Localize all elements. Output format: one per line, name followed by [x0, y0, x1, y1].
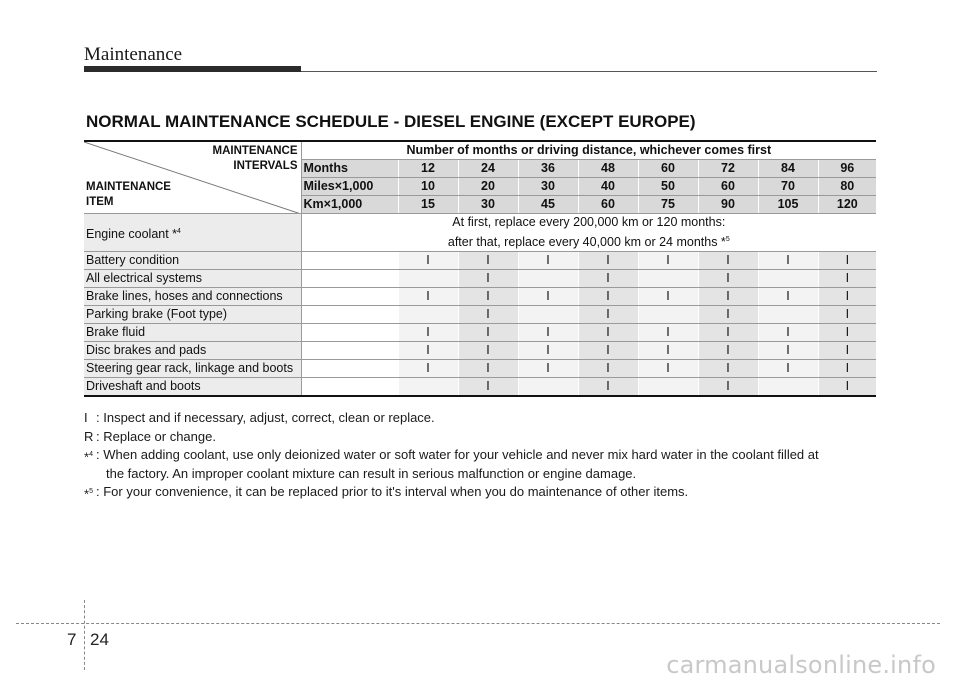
schedule-mark: [398, 270, 458, 288]
interval-value: 36: [518, 160, 578, 178]
interval-value: 40: [578, 178, 638, 196]
schedule-mark: I: [638, 288, 698, 306]
schedule-mark: I: [398, 252, 458, 270]
schedule-mark: I: [398, 288, 458, 306]
item-name: All electrical systems: [84, 270, 301, 288]
interval-value: 45: [518, 196, 578, 214]
schedule-mark: I: [518, 288, 578, 306]
schedule-mark: I: [638, 252, 698, 270]
header-bar: [84, 66, 301, 72]
footer-divider: [84, 600, 85, 670]
interval-value: 60: [578, 196, 638, 214]
interval-value: 60: [698, 178, 758, 196]
schedule-mark: I: [518, 342, 578, 360]
schedule-mark: I: [398, 342, 458, 360]
page-number: 24: [90, 630, 109, 649]
item-name: Battery condition: [84, 252, 301, 270]
table-row: [84, 324, 876, 342]
chapter-number: 7: [67, 630, 77, 649]
schedule-mark: I: [458, 252, 518, 270]
item-name: Disc brakes and pads: [84, 342, 301, 360]
section-title: Maintenance: [84, 44, 183, 65]
item-name: Parking brake (Foot type): [84, 306, 301, 324]
table-row: [84, 270, 876, 288]
maintenance-schedule-table: [84, 140, 876, 397]
legend-note-4: *$^4$ : When adding coolant, use only deionized water or soft water for your vehicle and never mix hard water in the coolant filled at the factory. An improper coolant mixture can result in serious malfunction or engine damage.: [84, 447, 819, 481]
interval-value: 30: [518, 178, 578, 196]
item-spacer-cell: [301, 252, 398, 270]
schedule-mark: I: [758, 324, 818, 342]
schedule-mark: [638, 270, 698, 288]
schedule-mark: [758, 306, 818, 324]
table-row: [84, 360, 876, 378]
schedule-mark: I: [698, 288, 758, 306]
schedule-mark: [398, 378, 458, 397]
schedule-mark: I: [818, 360, 876, 378]
interval-value: 50: [638, 178, 698, 196]
interval-value: 96: [818, 160, 876, 178]
interval-label: Miles×1,000: [301, 178, 398, 196]
item-name: Brake lines, hoses and connections: [84, 288, 301, 306]
item-spacer-cell: [301, 324, 398, 342]
schedule-mark: I: [398, 324, 458, 342]
schedule-mark: I: [578, 306, 638, 324]
schedule-mark: I: [818, 342, 876, 360]
interval-value: 120: [818, 196, 876, 214]
interval-value: 48: [578, 160, 638, 178]
schedule-mark: I: [638, 324, 698, 342]
legend: [84, 409, 884, 504]
schedule-mark: I: [758, 252, 818, 270]
schedule-mark: I: [458, 270, 518, 288]
schedule-mark: I: [698, 360, 758, 378]
schedule-mark: I: [578, 378, 638, 397]
interval-value: 72: [698, 160, 758, 178]
schedule-mark: I: [818, 378, 876, 397]
interval-group-heading: Number of months or driving distance, whichever comes first: [301, 141, 876, 160]
table-row: [84, 252, 876, 270]
item-name: Steering gear rack, linkage and boots: [84, 360, 301, 378]
item-spacer-cell: [301, 270, 398, 288]
schedule-mark: I: [578, 288, 638, 306]
schedule-mark: [638, 306, 698, 324]
schedule-mark: I: [398, 360, 458, 378]
schedule-mark: I: [818, 324, 876, 342]
schedule-mark: I: [578, 270, 638, 288]
schedule-mark: I: [818, 306, 876, 324]
interval-label: Km×1,000: [301, 196, 398, 214]
item-name: Driveshaft and boots: [84, 378, 301, 397]
table-row: [84, 288, 876, 306]
legend-inspect: I : Inspect and if necessary, adjust, correct, clean or replace.: [84, 410, 435, 425]
table-row: [84, 306, 876, 324]
schedule-mark: I: [458, 360, 518, 378]
footer-rule: [16, 623, 940, 624]
interval-value: 30: [458, 196, 518, 214]
interval-value: 10: [398, 178, 458, 196]
schedule-mark: I: [698, 342, 758, 360]
schedule-mark: I: [518, 324, 578, 342]
item-spacer-cell: [301, 378, 398, 397]
schedule-mark: I: [578, 252, 638, 270]
schedule-mark: I: [698, 378, 758, 397]
interval-value: 60: [638, 160, 698, 178]
schedule-mark: I: [458, 378, 518, 397]
schedule-mark: I: [578, 360, 638, 378]
schedule-mark: I: [458, 324, 518, 342]
item-spacer-cell: [301, 306, 398, 324]
item-name: Brake fluid: [84, 324, 301, 342]
table-row: [84, 378, 876, 397]
item-name: Engine coolant *$^4$: [84, 214, 301, 252]
item-spacer-cell: [301, 288, 398, 306]
schedule-mark: [518, 270, 578, 288]
schedule-mark: I: [758, 360, 818, 378]
item-spacer-cell: [301, 342, 398, 360]
item-spacer-cell: [301, 360, 398, 378]
schedule-mark: I: [578, 324, 638, 342]
schedule-mark: I: [818, 270, 876, 288]
schedule-mark: I: [698, 270, 758, 288]
schedule-mark: I: [758, 288, 818, 306]
interval-value: 24: [458, 160, 518, 178]
schedule-mark: I: [698, 324, 758, 342]
schedule-title: NORMAL MAINTENANCE SCHEDULE - DIESEL ENGINE (EXCEPT EUROPE): [86, 112, 696, 131]
schedule-mark: [518, 306, 578, 324]
table-row: [84, 342, 876, 360]
schedule-mark: I: [518, 252, 578, 270]
table-row: [84, 214, 876, 252]
schedule-mark: I: [758, 342, 818, 360]
schedule-mark: I: [458, 288, 518, 306]
schedule-mark: [398, 306, 458, 324]
table-corner-header: [84, 141, 301, 214]
schedule-mark: I: [458, 306, 518, 324]
schedule-mark: [638, 378, 698, 397]
interval-value: 90: [698, 196, 758, 214]
schedule-mark: I: [698, 306, 758, 324]
schedule-mark: I: [818, 288, 876, 306]
interval-value: 80: [818, 178, 876, 196]
schedule-mark: I: [698, 252, 758, 270]
interval-value: 70: [758, 178, 818, 196]
interval-value: 12: [398, 160, 458, 178]
schedule-mark: I: [578, 342, 638, 360]
interval-value: 84: [758, 160, 818, 178]
interval-value: 15: [398, 196, 458, 214]
schedule-mark: [758, 270, 818, 288]
schedule-mark: [758, 378, 818, 397]
interval-value: 20: [458, 178, 518, 196]
legend-replace: R : Replace or change.: [84, 428, 216, 444]
schedule-mark: I: [638, 342, 698, 360]
interval-label: Months: [301, 160, 398, 178]
header-rule: [301, 71, 877, 72]
maintenance-item-label: MAINTENANCE ITEM: [86, 181, 171, 208]
interval-value: 75: [638, 196, 698, 214]
coolant-note: At first, replace every 200,000 km or 120 months: after that, replace every 40,000 km or 24 months *$^5$: [301, 214, 876, 252]
schedule-mark: I: [818, 252, 876, 270]
legend-note-5: *$^5$ : For your convenience, it can be replaced prior to it's interval when you do maintenance of other items.: [84, 484, 689, 502]
schedule-mark: I: [458, 342, 518, 360]
interval-value: 105: [758, 196, 818, 214]
schedule-mark: [518, 378, 578, 397]
watermark: carmanualsonline.info: [666, 651, 936, 679]
schedule-mark: I: [518, 360, 578, 378]
schedule-mark: I: [638, 360, 698, 378]
maintenance-intervals-label: MAINTENANCE INTERVALS: [212, 145, 298, 172]
